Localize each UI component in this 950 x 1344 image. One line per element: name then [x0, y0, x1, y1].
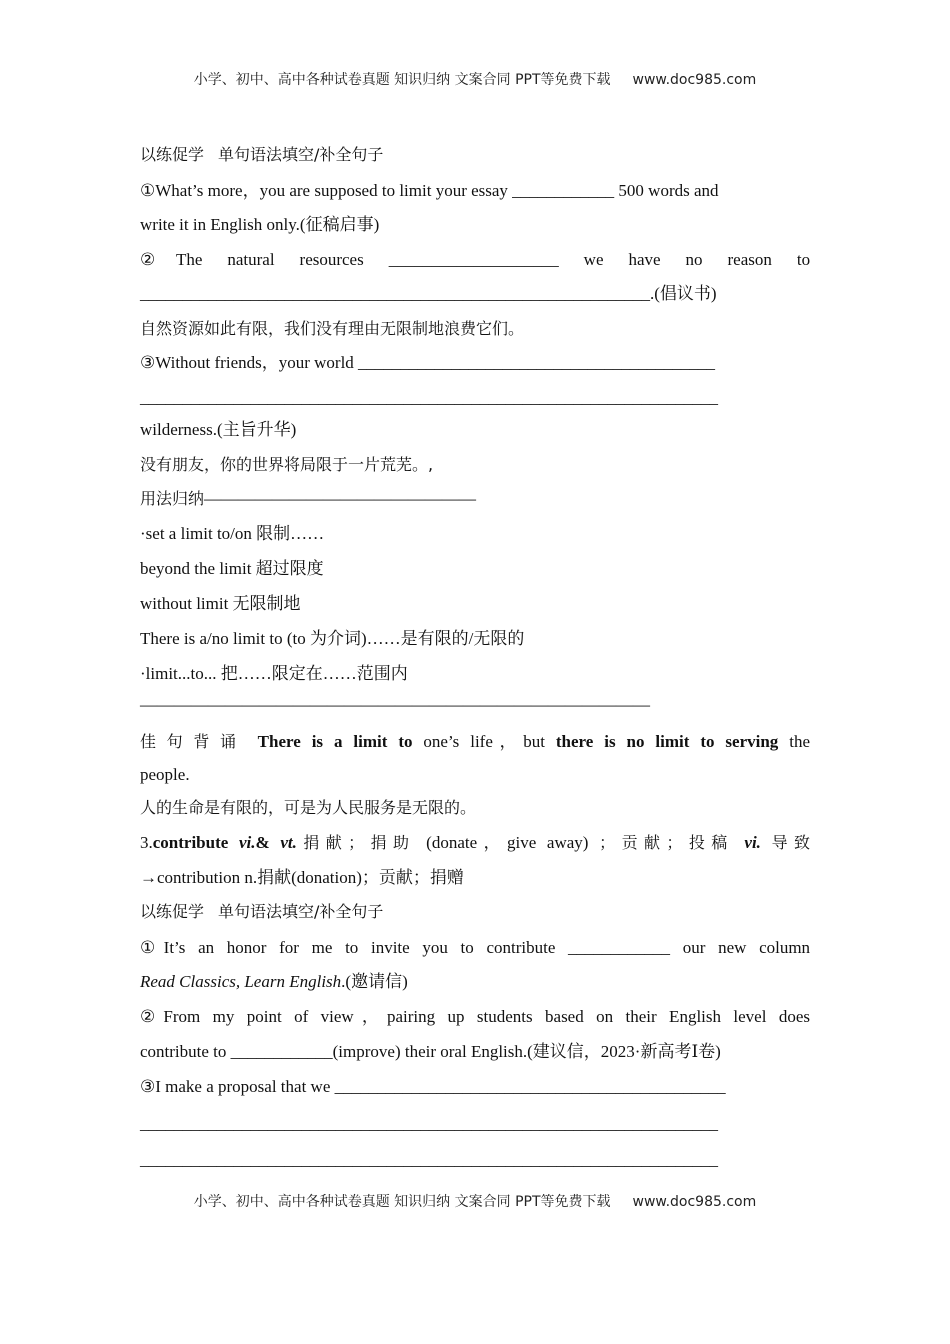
- section2-heading: [140, 900, 810, 924]
- usage-heading: [140, 487, 810, 511]
- s1-q1-line2: write it in English only.(征稿启事): [140, 215, 380, 234]
- word3-line1: 3.contribute vi.& vt.捐献；捐助 (donate，give away) ；贡献；投稿 vi. 导致: [140, 833, 811, 852]
- s2-q1-line2: Read Classics, Learn English.(邀请信): [140, 972, 408, 991]
- famous-translation: 人的生命是有限的，可是为人民服务是无限的。: [140, 798, 477, 817]
- usage-item-2: beyond the limit 超过限度: [140, 559, 324, 578]
- footer-text: 小学、初中、高中各种试卷真题 知识归纳 文案合同 PPT等免费下载: [193, 1194, 611, 1210]
- s2-q3-line1: ③I make a proposal that we ______________________________________________: [140, 1077, 726, 1096]
- s1-q1-line1: ①What’s more，you are supposed to limit your essay ____________ 500 words and: [140, 181, 719, 200]
- usage-end-dashes: ——————————————————————————————: [140, 695, 650, 714]
- s1-q3-line3: wilderness.(主旨升华): [140, 420, 297, 439]
- practice-sub: 单句语法填空/补全句子: [218, 145, 384, 164]
- famous-label: 佳句背诵: [140, 732, 247, 751]
- s2-q1-line1: ①It’s an honor for me to invite you to contribute ____________ our new column: [140, 938, 811, 957]
- footer-site[interactable]: www.doc985.com: [632, 1194, 757, 1210]
- usage-item-1: ·set a limit to/on 限制……: [140, 524, 325, 543]
- usage-dashes: ————————————————: [204, 489, 477, 508]
- word3-headword: contribute: [152, 833, 229, 852]
- usage-item-5: ·limit...to... 把……限定在……范围内: [140, 664, 408, 683]
- practice-label: 以练促学: [140, 145, 205, 164]
- usage-item-3: without limit 无限制地: [140, 594, 301, 613]
- s2-q3-line2: ____________________________________________________________________: [140, 1114, 718, 1133]
- header-text: 小学、初中、高中各种试卷真题 知识归纳 文案合同 PPT等免费下载: [193, 72, 611, 88]
- s2-q2-line2: contribute to ____________(improve) their oral English.(建议信，2023·新高考Ⅰ卷): [140, 1042, 721, 1061]
- page-footer: [0, 1191, 950, 1211]
- usage-item-4: There is a/no limit to (to 为介词)……是有限的/无限的: [140, 629, 525, 648]
- practice-sub-2: 单句语法填空/补全句子: [218, 902, 384, 921]
- practice-label-2: 以练促学: [140, 902, 205, 921]
- word3-line2: →contribution n.捐献(donation)；贡献；捐赠: [140, 868, 464, 887]
- usage-title: 用法归纳: [140, 489, 205, 508]
- s2-q2-line1: ②From my point of view，pairing up students based on their English level does: [140, 1007, 810, 1026]
- page-header: [0, 69, 950, 89]
- famous-line1: 佳句背诵 There is a limit to one’s life，but there is no limit to serving the: [140, 732, 811, 751]
- s1-q3-line1: ③Without friends，your world __________________________________________: [140, 353, 716, 372]
- s1-q3-line2: ____________________________________________________________________: [140, 388, 718, 407]
- s1-q2-translation: 自然资源如此有限，我们没有理由无限制地浪费它们。: [140, 319, 525, 338]
- s1-q2-line1: ②The natural resources ____________________ we have no reason to: [140, 250, 811, 269]
- s1-q3-translation: 没有朋友，你的世界将局限于一片荒芜。,: [140, 455, 434, 474]
- famous-line2: people.: [140, 765, 190, 784]
- section1-heading: [140, 143, 810, 167]
- s1-q2-line2: ____________________________________________________________.(倡议书): [140, 284, 717, 303]
- header-site[interactable]: www.doc985.com: [632, 72, 757, 88]
- s2-q3-line3: ____________________________________________________________________: [140, 1150, 718, 1169]
